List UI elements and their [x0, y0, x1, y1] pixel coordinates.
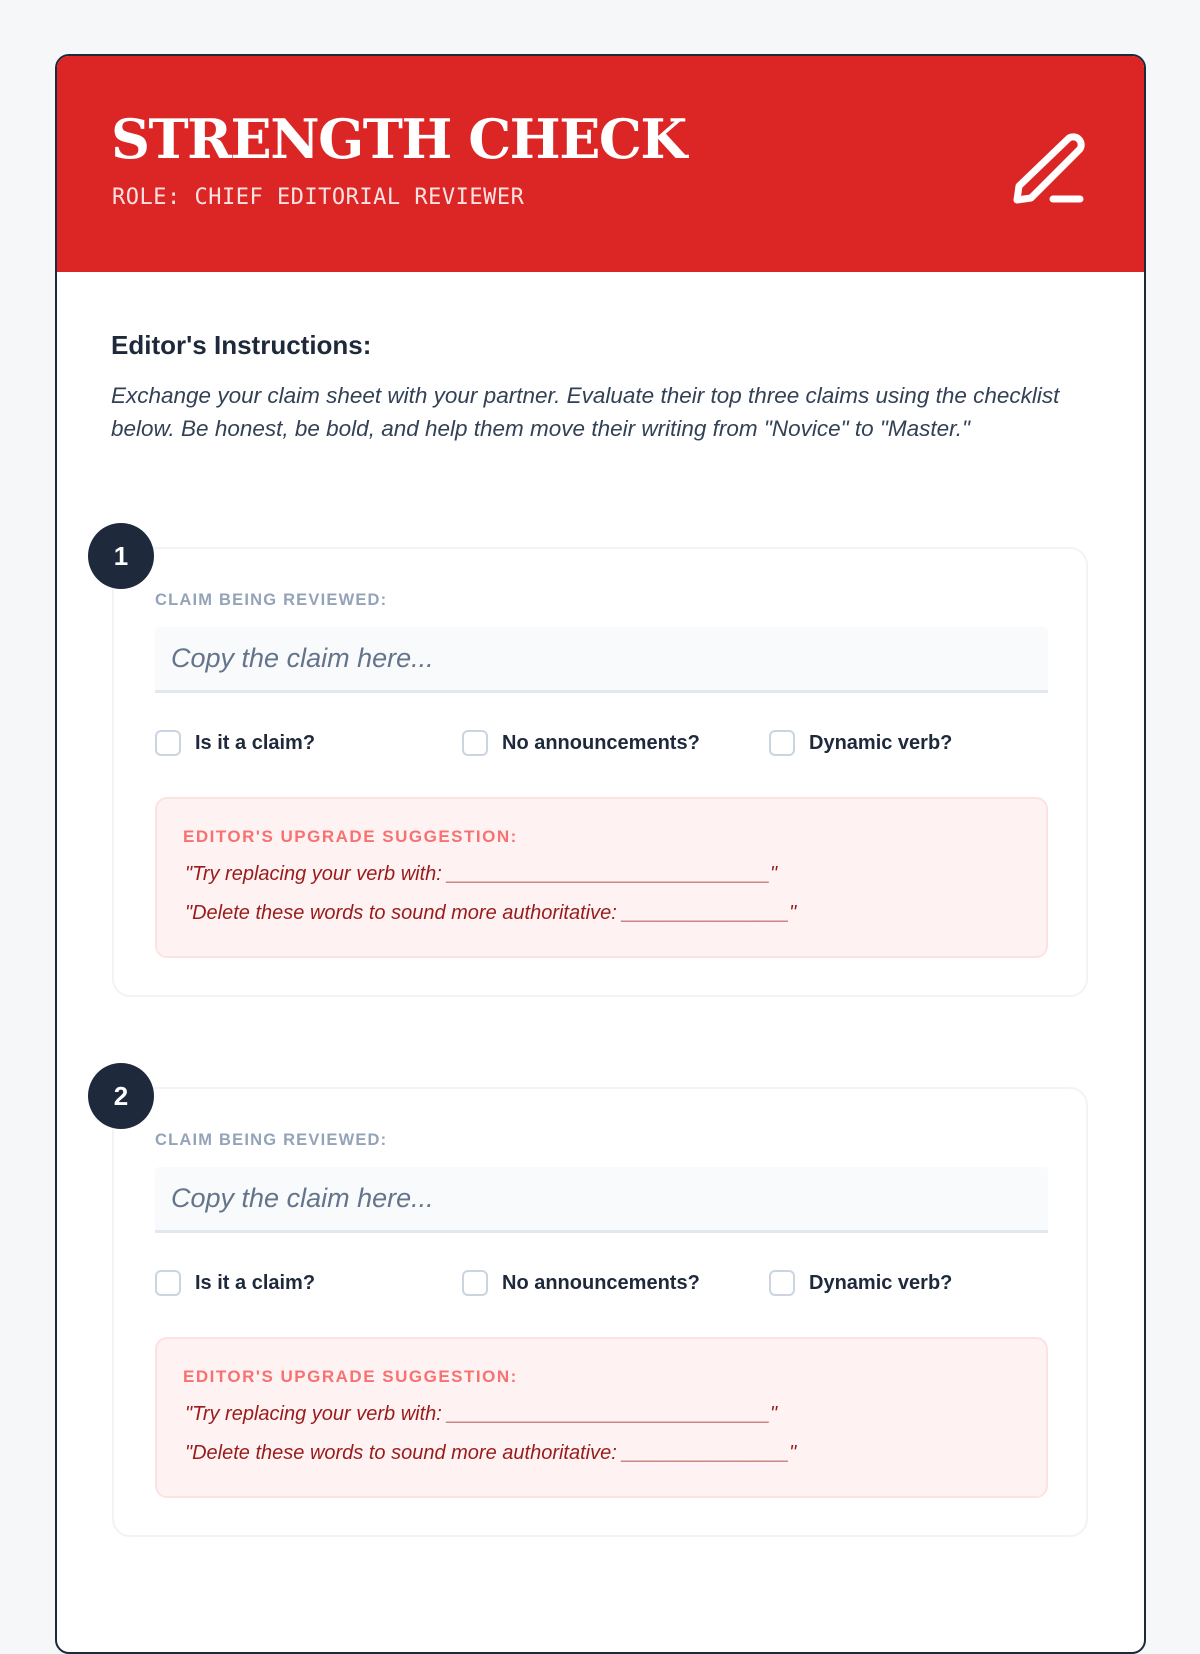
- suggestion-heading: EDITOR'S UPGRADE SUGGESTION:: [183, 1367, 518, 1386]
- role-subtitle: ROLE: CHIEF EDITORIAL REVIEWER: [112, 185, 525, 210]
- claim-card-2: [112, 1080, 1088, 1537]
- checkbox-label: No announcements?: [502, 731, 700, 754]
- checkbox[interactable]: [769, 1270, 795, 1296]
- checkbox-label: Dynamic verb?: [809, 731, 953, 754]
- check-dynamic-verb[interactable]: [769, 1270, 952, 1296]
- claim-input[interactable]: [155, 627, 1048, 693]
- instructions-text: Exchange your claim sheet with your partner. Evaluate their top three claims using the checklist below. Be honest, be bold, and help them move their writing from "Novice" to "Master.": [111, 383, 1060, 441]
- page-title: STRENGTH CHECK: [111, 107, 686, 171]
- check-is-claim[interactable]: [155, 1270, 315, 1296]
- suggestion-verb-line: "Try replacing your verb with: _____________________________": [185, 1403, 778, 1425]
- claim-label: CLAIM BEING REVIEWED:: [155, 1131, 388, 1149]
- check-is-claim[interactable]: [155, 730, 315, 756]
- suggestion-verb-line: "Try replacing your verb with: _____________________________": [185, 863, 778, 885]
- upgrade-suggestion-box: [155, 1337, 1048, 1498]
- checkbox-label: Is it a claim?: [195, 731, 316, 754]
- claim-input[interactable]: [155, 1167, 1048, 1233]
- claim-card-1: [112, 540, 1088, 997]
- check-dynamic-verb[interactable]: [769, 730, 952, 756]
- checkbox[interactable]: [462, 730, 488, 756]
- checkbox-label: No announcements?: [502, 1271, 700, 1294]
- claim-label: CLAIM BEING REVIEWED:: [155, 591, 388, 609]
- instructions-section: [57, 272, 1144, 445]
- worksheet-card: [55, 54, 1146, 1654]
- checkbox[interactable]: [155, 730, 181, 756]
- checkbox-label: Dynamic verb?: [809, 1271, 953, 1294]
- pencil-icon: [1007, 126, 1087, 206]
- checkbox[interactable]: [769, 730, 795, 756]
- checklist: [155, 1270, 1055, 1300]
- suggestion-delete-line: "Delete these words to sound more authoritative: _______________": [185, 902, 797, 924]
- check-no-announcements[interactable]: [462, 730, 700, 756]
- check-no-announcements[interactable]: [462, 1270, 700, 1296]
- checkbox[interactable]: [155, 1270, 181, 1296]
- claim-number-badge: 2: [88, 1063, 154, 1129]
- claim-number-badge: 1: [88, 523, 154, 589]
- suggestion-heading: EDITOR'S UPGRADE SUGGESTION:: [183, 827, 518, 846]
- upgrade-suggestion-box: [155, 797, 1048, 958]
- header-banner: [57, 56, 1144, 272]
- suggestion-delete-line: "Delete these words to sound more authoritative: _______________": [185, 1442, 797, 1464]
- instructions-heading: Editor's Instructions:: [111, 330, 372, 360]
- checkbox[interactable]: [462, 1270, 488, 1296]
- checkbox-label: Is it a claim?: [195, 1271, 316, 1294]
- checklist: [155, 730, 1055, 760]
